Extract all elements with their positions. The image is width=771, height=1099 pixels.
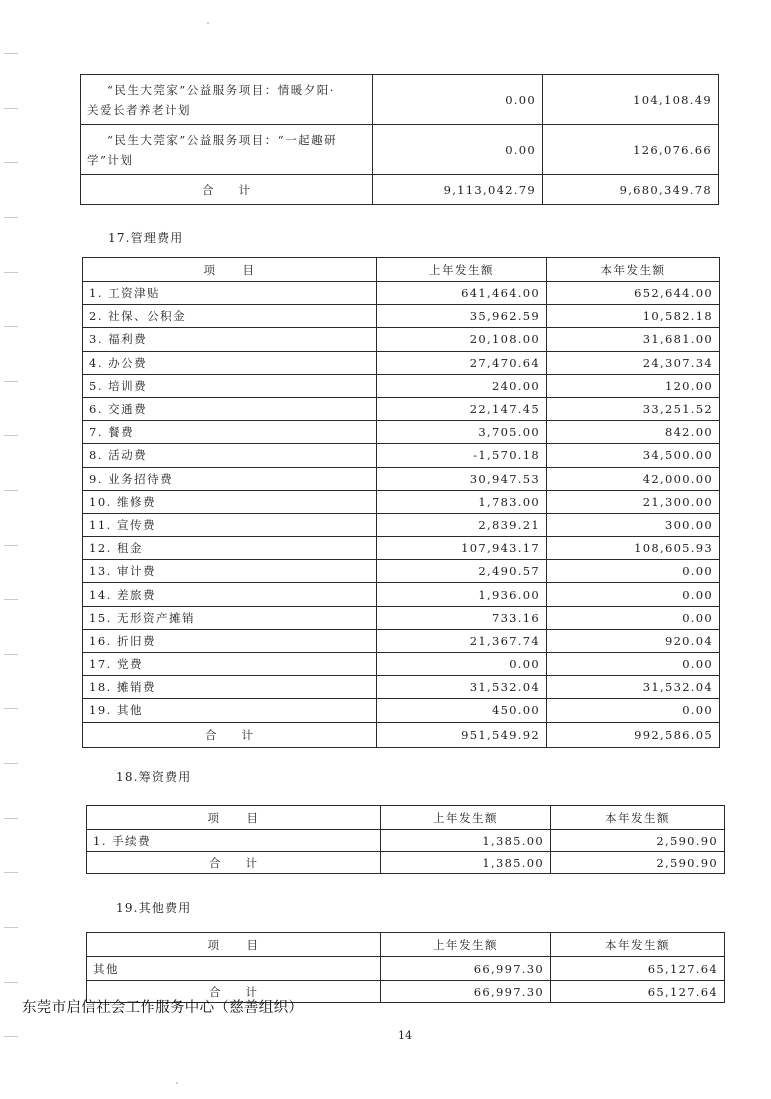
total-label: 计 bbox=[238, 182, 251, 197]
item-name-cell: 19. 其他 bbox=[83, 699, 377, 722]
total-label: 计 bbox=[245, 855, 258, 870]
curr-year-cell: 21,300.00 bbox=[547, 490, 720, 513]
prev-year-header: 上年发生额 bbox=[381, 933, 551, 957]
item-name-cell: 9. 业务招待费 bbox=[83, 467, 377, 490]
prev-year-total: 66,997.30 bbox=[381, 981, 551, 1003]
curr-year-cell: 33,251.52 bbox=[547, 397, 720, 420]
project-name-line: 学”计划 bbox=[87, 152, 134, 167]
prev-year-header: 上年发生额 bbox=[381, 806, 551, 830]
table-header-row bbox=[87, 806, 725, 830]
prev-year-cell: 27,470.64 bbox=[377, 351, 547, 374]
margin-tick bbox=[4, 162, 18, 163]
total-label: 合 bbox=[202, 182, 215, 197]
curr-year-cell: 42,000.00 bbox=[547, 467, 720, 490]
curr-year-header: 本年发生额 bbox=[547, 258, 720, 282]
margin-tick bbox=[4, 599, 18, 600]
continued-project-table bbox=[80, 74, 719, 205]
header-label: 项 bbox=[207, 810, 221, 825]
curr-year-total: 2,590.90 bbox=[551, 852, 725, 874]
prev-year-cell: 641,464.00 bbox=[377, 282, 547, 305]
curr-year-cell: 31,681.00 bbox=[547, 328, 720, 351]
table-row bbox=[83, 351, 720, 374]
prev-year-cell: 2,839.21 bbox=[377, 513, 547, 536]
total-label: 计 bbox=[241, 727, 254, 742]
curr-year-total: 9,680,349.78 bbox=[543, 175, 719, 205]
table-header-row bbox=[83, 258, 720, 282]
curr-year-cell: 34,500.00 bbox=[547, 444, 720, 467]
total-row bbox=[87, 852, 725, 874]
margin-tick bbox=[4, 490, 18, 491]
table-row bbox=[83, 537, 720, 560]
table-row bbox=[83, 513, 720, 536]
table-body bbox=[83, 282, 720, 723]
table-header-row bbox=[87, 933, 725, 957]
margin-tick bbox=[4, 326, 18, 327]
curr-year-cell: 300.00 bbox=[547, 513, 720, 536]
prev-year-cell: 20,108.00 bbox=[377, 328, 547, 351]
curr-year-cell: 31,532.04 bbox=[547, 676, 720, 699]
prev-year-cell: 30,947.53 bbox=[377, 467, 547, 490]
table-row bbox=[83, 421, 720, 444]
item-header bbox=[87, 933, 381, 957]
prev-year-cell: 107,943.17 bbox=[377, 537, 547, 560]
item-name-cell: 17. 党费 bbox=[83, 653, 377, 676]
section-title: 18.筹资费用 bbox=[116, 770, 192, 784]
item-header bbox=[83, 258, 377, 282]
header-label: 目 bbox=[246, 937, 260, 952]
item-header bbox=[87, 806, 381, 830]
scan-speck bbox=[176, 1082, 178, 1084]
item-name-cell: 15. 无形资产摊销 bbox=[83, 606, 377, 629]
item-name-cell: 18. 摊销费 bbox=[83, 676, 377, 699]
other-expenses-table bbox=[86, 932, 725, 1003]
margin-tick bbox=[4, 217, 18, 218]
prev-year-cell: 31,532.04 bbox=[377, 676, 547, 699]
total-label: 合 bbox=[209, 855, 222, 870]
item-name-cell: 8. 活动费 bbox=[83, 444, 377, 467]
item-name-cell: 1. 手续费 bbox=[87, 830, 381, 852]
item-name-cell: 10. 维修费 bbox=[83, 490, 377, 513]
curr-year-cell: 842.00 bbox=[547, 421, 720, 444]
item-name-cell: 14. 差旅费 bbox=[83, 583, 377, 606]
total-label-cell bbox=[81, 175, 373, 205]
table-row bbox=[83, 676, 720, 699]
total-label: 计 bbox=[245, 984, 258, 999]
project-name-line: “民生大莞家”公益服务项目：情暖夕阳· bbox=[107, 82, 335, 97]
curr-year-cell: 0.00 bbox=[547, 606, 720, 629]
prev-year-total: 951,549.92 bbox=[377, 722, 547, 747]
margin-tick bbox=[4, 272, 18, 273]
curr-year-cell: 108,605.93 bbox=[547, 537, 720, 560]
prev-year-cell: -1,570.18 bbox=[377, 444, 547, 467]
project-name-cell bbox=[81, 75, 373, 125]
table-row bbox=[83, 606, 720, 629]
curr-year-header: 本年发生额 bbox=[551, 806, 725, 830]
item-name-cell: 12. 租金 bbox=[83, 537, 377, 560]
table-row bbox=[81, 75, 719, 125]
prev-year-total: 1,385.00 bbox=[381, 852, 551, 874]
table-row bbox=[83, 374, 720, 397]
margin-tick bbox=[4, 982, 18, 983]
margin-tick bbox=[4, 545, 18, 546]
prev-year-cell: 0.00 bbox=[373, 125, 543, 175]
margin-tick bbox=[4, 872, 18, 873]
margin-tick bbox=[4, 654, 18, 655]
table-row bbox=[87, 957, 725, 981]
organization-footer: 东莞市启信社会工作服务中心（慈善组织） bbox=[22, 1000, 304, 1016]
prev-year-cell: 35,962.59 bbox=[377, 305, 547, 328]
margin-tick bbox=[4, 53, 18, 54]
project-name-line: 关爱长者养老计划 bbox=[87, 102, 191, 117]
header-label: 目 bbox=[246, 810, 260, 825]
curr-year-cell: 652,644.00 bbox=[547, 282, 720, 305]
curr-year-total: 992,586.05 bbox=[547, 722, 720, 747]
item-name-cell: 13. 审计费 bbox=[83, 560, 377, 583]
curr-year-cell: 10,582.18 bbox=[547, 305, 720, 328]
margin-tick bbox=[4, 435, 18, 436]
prev-year-cell: 2,490.57 bbox=[377, 560, 547, 583]
prev-year-cell: 1,783.00 bbox=[377, 490, 547, 513]
header-label: 目 bbox=[242, 262, 256, 277]
table-row bbox=[83, 583, 720, 606]
margin-tick bbox=[4, 763, 18, 764]
item-name-cell: 其他 bbox=[87, 957, 381, 981]
table-row bbox=[83, 305, 720, 328]
curr-year-cell: 0.00 bbox=[547, 583, 720, 606]
project-name-line: “民生大莞家”公益服务项目：“一起趣研 bbox=[107, 132, 338, 147]
page-number: 14 bbox=[398, 1029, 412, 1042]
prev-year-header: 上年发生额 bbox=[377, 258, 547, 282]
margin-tick bbox=[4, 381, 18, 382]
margin-tick bbox=[4, 708, 18, 709]
total-label-cell bbox=[87, 852, 381, 874]
curr-year-cell: 65,127.64 bbox=[551, 957, 725, 981]
item-name-cell: 1. 工资津贴 bbox=[83, 282, 377, 305]
admin-expenses-table bbox=[82, 257, 720, 748]
margin-tick bbox=[4, 818, 18, 819]
scan-speck bbox=[207, 22, 209, 24]
project-name-cell bbox=[81, 125, 373, 175]
item-name-cell: 3. 福利费 bbox=[83, 328, 377, 351]
table-row bbox=[83, 397, 720, 420]
table-body bbox=[87, 957, 725, 981]
table-row bbox=[83, 560, 720, 583]
item-name-cell: 16. 折旧费 bbox=[83, 629, 377, 652]
margin-tick bbox=[4, 927, 18, 928]
total-label-cell bbox=[83, 722, 377, 747]
table-row bbox=[83, 629, 720, 652]
table-row bbox=[83, 490, 720, 513]
section-title: 19.其他费用 bbox=[116, 901, 192, 915]
curr-year-cell: 2,590.90 bbox=[551, 830, 725, 852]
prev-year-cell: 1,936.00 bbox=[377, 583, 547, 606]
section-title: 17.管理费用 bbox=[108, 231, 184, 245]
prev-year-cell: 0.00 bbox=[377, 653, 547, 676]
curr-year-cell: 120.00 bbox=[547, 374, 720, 397]
total-row bbox=[81, 175, 719, 205]
header-label: 项 bbox=[203, 262, 217, 277]
curr-year-total: 65,127.64 bbox=[551, 981, 725, 1003]
prev-year-cell: 21,367.74 bbox=[377, 629, 547, 652]
curr-year-cell: 0.00 bbox=[547, 653, 720, 676]
total-row bbox=[83, 722, 720, 747]
total-label: 合 bbox=[209, 984, 222, 999]
total-label: 合 bbox=[205, 727, 218, 742]
margin-tick bbox=[4, 108, 18, 109]
prev-year-cell: 1,385.00 bbox=[381, 830, 551, 852]
prev-year-cell: 3,705.00 bbox=[377, 421, 547, 444]
item-name-cell: 6. 交通费 bbox=[83, 397, 377, 420]
table-row bbox=[83, 699, 720, 722]
item-name-cell: 11. 宣传费 bbox=[83, 513, 377, 536]
prev-year-cell: 66,997.30 bbox=[381, 957, 551, 981]
prev-year-cell: 450.00 bbox=[377, 699, 547, 722]
curr-year-cell: 126,076.66 bbox=[543, 125, 719, 175]
table-row bbox=[83, 467, 720, 490]
item-name-cell: 4. 办公费 bbox=[83, 351, 377, 374]
curr-year-cell: 24,307.34 bbox=[547, 351, 720, 374]
prev-year-total: 9,113,042.79 bbox=[373, 175, 543, 205]
table-row bbox=[87, 830, 725, 852]
header-label: 项 bbox=[207, 937, 221, 952]
curr-year-cell: 920.04 bbox=[547, 629, 720, 652]
item-name-cell: 7. 餐费 bbox=[83, 421, 377, 444]
prev-year-cell: 0.00 bbox=[373, 75, 543, 125]
curr-year-cell: 0.00 bbox=[547, 699, 720, 722]
item-name-cell: 2. 社保、公积金 bbox=[83, 305, 377, 328]
item-name-cell: 5. 培训费 bbox=[83, 374, 377, 397]
table-row bbox=[81, 125, 719, 175]
financing-expenses-table bbox=[86, 805, 725, 874]
prev-year-cell: 240.00 bbox=[377, 374, 547, 397]
margin-tick bbox=[4, 1036, 18, 1037]
curr-year-header: 本年发生额 bbox=[551, 933, 725, 957]
prev-year-cell: 22,147.45 bbox=[377, 397, 547, 420]
table-row bbox=[83, 328, 720, 351]
table-row bbox=[83, 444, 720, 467]
prev-year-cell: 733.16 bbox=[377, 606, 547, 629]
table-row bbox=[83, 282, 720, 305]
table-body bbox=[87, 830, 725, 852]
table-row bbox=[83, 653, 720, 676]
curr-year-cell: 104,108.49 bbox=[543, 75, 719, 125]
curr-year-cell: 0.00 bbox=[547, 560, 720, 583]
